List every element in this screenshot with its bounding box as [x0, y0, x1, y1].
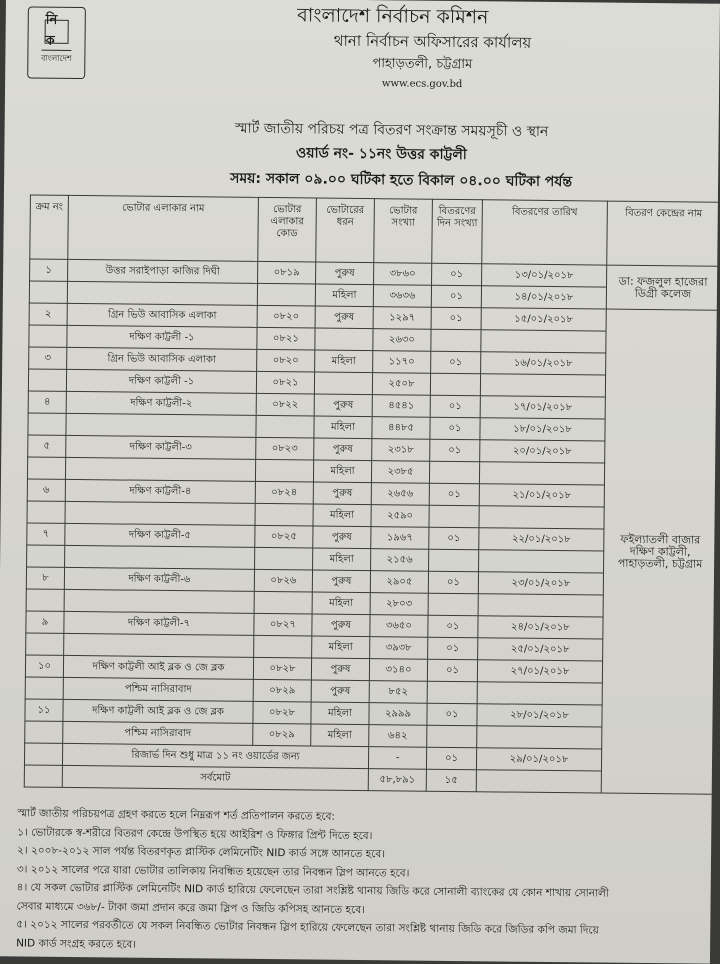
cell-dist-date: ২০/০১/২০১৮: [480, 440, 605, 463]
conditions-heading: স্মার্ট জাতীয় পরিচয়পত্র গ্রহণ করতে হলে নিম্নরূপ শর্ত প্রতিপালন করতে হবে:: [17, 804, 707, 830]
cell-dist-days: [429, 505, 479, 528]
cell-serial: [29, 281, 67, 303]
cell-area-name: দক্ষিণ কাট্টলী আই ব্লক ও জে ব্লক: [63, 699, 253, 723]
cell-serial: [28, 369, 66, 391]
website: www.ecs.gov.bd: [5, 74, 720, 93]
cell-area-name: গ্রিন ভিউ আবাসিক এলাকা: [67, 303, 257, 327]
cell-area-name: [67, 281, 257, 305]
cell-voter-count: ১২৯৭: [373, 307, 431, 330]
cell-area-code: ০৮১৯: [258, 261, 316, 284]
cell-voter-count: ২৬৫৬: [371, 483, 429, 506]
cell-dist-days: ০১: [429, 527, 479, 550]
cell-area-name: দক্ষিণ কাট্টলী-৭: [64, 611, 254, 635]
cell-dist-days: ০১: [431, 351, 481, 374]
office-location: পাহাড়তলী, চট্টগ্রাম: [5, 50, 720, 79]
cell-voter-count: ৩৬৫০: [370, 615, 428, 638]
cell-dist-date: ১৪/০১/২০১৮: [481, 286, 606, 309]
cell-serial: ৯: [26, 611, 64, 633]
cell-dist-date: [481, 330, 606, 353]
cell-dist-days: [427, 681, 477, 704]
cell-voter-count: ৩৯৩৮: [370, 637, 428, 660]
cell-area-name: [65, 545, 255, 569]
cell-dist-date: ২৮/০১/২০১৮: [477, 704, 602, 727]
cell-voter-type: মহিলা: [315, 350, 373, 373]
cell-serial: ৩: [29, 347, 67, 369]
header-center: বিতরণ কেন্দ্রের নাম: [607, 201, 720, 266]
table-header-row: [30, 195, 720, 266]
cell-voter-count: ৬৪২: [369, 725, 427, 748]
cell-area-name: [65, 501, 255, 525]
cell-voter-type: মহিলা: [311, 702, 369, 725]
condition-item: ৪। যে সকল ভোটার প্লাস্টিক লেমিনেটিং NID কার্ড হারিয়ে ফেলেছেন তারা সংশ্লিষ্ট থানায় জিডি করে সোনালী ব্যাংকের যে কোন শাখায় সোনালী: [17, 878, 707, 904]
cell-area-name: দক্ষিণ কাট্টলী-৩: [66, 435, 256, 459]
cell-area-name: [66, 413, 256, 437]
cell-dist-days: ০১: [428, 615, 478, 638]
cell-dist-days: [429, 549, 479, 572]
cell-voter-type: পুরুষ: [312, 614, 370, 637]
cell-area-code: [254, 635, 312, 658]
cell-voter-type: পুরুষ: [313, 526, 371, 549]
cell-serial: [29, 325, 67, 347]
cell-area-name: দক্ষিণ কাট্টলী -১: [67, 325, 257, 349]
total-count: ৫৮,৮৯১: [368, 769, 426, 792]
cell-serial: ১: [30, 259, 68, 281]
cell-dist-date: ২৩/০১/২০১৮: [478, 572, 603, 595]
cell-voter-type: পুরুষ: [316, 262, 374, 285]
cell-voter-count: ২৬৩০: [373, 329, 431, 352]
cell-area-code: ০৮২৯: [253, 679, 311, 702]
cell-dist-date: ২১/০১/২০১৮: [479, 484, 604, 507]
cell-voter-type: মহিলা: [315, 284, 373, 307]
cell-serial: ২: [29, 303, 67, 325]
header-dist-days: বিতরণের দিন সংখ্যা: [432, 199, 483, 264]
cell-voter-type: মহিলা: [313, 548, 371, 571]
cell-dist-days: ০১: [430, 439, 480, 462]
cell-dist-days: [427, 725, 477, 748]
cell-area-code: ০৮২১: [256, 371, 314, 394]
cell-dist-date: [477, 726, 602, 749]
cell-voter-type: পুরুষ: [311, 680, 369, 703]
cell-voter-count: ২৮০৩: [370, 593, 428, 616]
cell-area-name: দক্ষিণ কাট্টলী-২: [66, 391, 256, 415]
cell-area-code: ০৮২৮: [253, 657, 311, 680]
cell-dist-days: ০১: [427, 703, 477, 726]
cell-serial: [25, 677, 63, 699]
cell-voter-type: পুরুষ: [312, 570, 370, 593]
cell-area-code: [257, 283, 315, 306]
cell-dist-days: [431, 329, 481, 352]
cell-area-code: ০৮২৮: [253, 701, 311, 724]
cell-voter-type: মহিলা: [313, 460, 371, 483]
cell-serial: [27, 545, 65, 567]
cell-area-name: [64, 633, 254, 657]
cell-area-name: পশ্চিম নাসিরাবাদ: [63, 677, 253, 701]
cell-voter-type: পুরুষ: [313, 482, 371, 505]
cell-voter-count: ৩৬৩৬: [373, 285, 431, 308]
cell-dist-date: ১৩/০১/২০১৮: [482, 264, 607, 287]
header-dist-date: বিতরণের তারিখ: [482, 200, 608, 265]
cell-voter-count: ৪৫৪১: [372, 395, 430, 418]
seal-caption: বাংলাদেশ: [41, 50, 72, 66]
cell-area-code: ০৮২৪: [255, 481, 313, 504]
header-area-code: ভোটার এলাকার কোড: [258, 197, 317, 262]
reserve-label: রিজার্ভ দিন শুধু মাত্র ১১ নং ওয়ার্ডের জন্য: [62, 743, 368, 768]
cell-area-code: ০৮২৫: [255, 525, 313, 548]
cell-voter-count: ১১৭০: [373, 351, 431, 374]
cell-dist-date: ২২/০১/২০১৮: [479, 528, 604, 551]
cell-dist-days: [428, 593, 478, 616]
cell-serial: [28, 413, 66, 435]
cell-serial: ৫: [28, 435, 66, 457]
cell-area-code: [256, 415, 314, 438]
header-voter-count: ভোটার সংখ্যা: [374, 199, 433, 264]
cell-area-name: গ্রিন ভিউ আবাসিক এলাকা: [67, 347, 257, 371]
cell-dist-days: ০১: [432, 263, 482, 286]
header-serial: ক্রম নং: [30, 195, 69, 259]
cell-voter-type: মহিলা: [312, 592, 370, 615]
cell-serial: [27, 501, 65, 523]
condition-item: সেবার মাধ্যমে ৩৬৮/- টাকা জমা প্রদান করে জমা স্লিপ ও জিডি কপিসহ আনতে হবে।: [16, 897, 706, 923]
cell-area-name: [65, 457, 255, 481]
condition-item: NID কার্ড সংগ্রহ করতে হবে।: [16, 934, 706, 960]
cell-serial: ৭: [27, 523, 65, 545]
cell-voter-type: পুরুষ: [314, 438, 372, 461]
cell-voter-count: ২৯৯৯: [369, 703, 427, 726]
cell-dist-date: ১৫/০১/২০১৮: [481, 308, 606, 331]
cell-dist-days: ০১: [431, 307, 481, 330]
cell-dist-days: [429, 461, 479, 484]
cell-voter-type: মহিলা: [311, 724, 369, 747]
cell-dist-date: ২৫/০১/২০১৮: [478, 638, 603, 661]
seal-emblem: নি ক: [45, 20, 69, 44]
cell-area-code: ০৮২৭: [254, 613, 312, 636]
cell-serial: [27, 457, 65, 479]
condition-item: ২। ২০০৮-২০১২ সাল পর্যন্ত বিতরণকৃত প্লাস্টিক লেমিনেটিং NID কার্ড সঙ্গে আনতে হবে।: [17, 841, 707, 867]
cell-voter-type: [314, 372, 372, 395]
cell-dist-date: ১৮/০১/২০১৮: [480, 418, 605, 441]
cell-dist-date: ২৪/০১/২০১৮: [478, 616, 603, 639]
cell-dist-date: [480, 374, 605, 397]
cell-area-code: ০৮২০: [257, 349, 315, 372]
cell-area-code: ০৮২১: [257, 327, 315, 350]
cell-voter-type: পুরুষ: [315, 306, 373, 329]
cell-voter-count: ২৫৯০: [371, 505, 429, 528]
cell-center-1: ডা: ফজলুল হাজেরা ডিগ্রী কলেজ: [606, 265, 719, 310]
org-name: বাংলাদেশ নির্বাচন কমিশন: [6, 0, 720, 38]
cell-serial: [24, 765, 62, 787]
cell-serial: ১১: [25, 699, 63, 721]
cell-voter-count: ২৩৮৫: [371, 461, 429, 484]
cell-center-2: ফইল্যাতলী বাজার দক্ষিণ কাট্টলী, পাহাড়তলী, চট্টগ্রাম: [601, 309, 719, 794]
cell-voter-type: মহিলা: [314, 416, 372, 439]
cell-dist-days: ০১: [430, 395, 480, 418]
cell-voter-count: ২১৫৬: [371, 549, 429, 572]
cell-voter-type: পুরুষ: [311, 658, 369, 681]
cell-dist-date: [478, 594, 603, 617]
cell-area-name: দক্ষিণ কাট্টলী-৪: [65, 479, 255, 503]
cell-dist-date: [479, 506, 604, 529]
cell-area-code: [254, 591, 312, 614]
cell-area-name: দক্ষিণ কাট্টলী-৫: [65, 523, 255, 547]
cell-serial: [26, 589, 64, 611]
header-voter-type: ভোটারের ধরন: [316, 198, 375, 263]
conditions-section: [16, 804, 708, 959]
ward-title: ওয়ার্ড নং- ১১নং উত্তর কাট্টলী: [4, 138, 720, 170]
cell-area-code: ০৮২২: [256, 393, 314, 416]
cell-area-code: [255, 547, 313, 570]
cell-area-name: দক্ষিণ কাট্টলী-৬: [64, 567, 254, 591]
condition-item: ৩। ২০১২ সালের পরে যারা ভোটার তালিকায় নিবন্ধিত হয়েছেন তার নিবন্ধন স্লিপ আনতে হবে।: [17, 860, 707, 886]
cell-voter-count: ১৯৬৭: [371, 527, 429, 550]
cell-voter-type: মহিলা: [313, 504, 371, 527]
cell-dist-date: [477, 682, 602, 705]
cell-area-name: দক্ষিণ কাট্টলী আই ব্লক ও জে ব্লক: [63, 655, 253, 679]
cell-dist-date: [479, 462, 604, 485]
cell-voter-type: [315, 328, 373, 351]
cell-voter-count: ২৩১৮: [372, 439, 430, 462]
document-title: স্মার্ট জাতীয় পরিচয় পত্র বিতরণ সংক্রান্ত সময়সূচী ও স্থান: [5, 114, 720, 146]
cell-area-code: ০৮২৬: [254, 569, 312, 592]
total-days: ১৫: [426, 769, 476, 792]
time-title: সময়: সকাল ০৯.০০ ঘটিকা হতে বিকাল ০৪.০০ ঘটিকা পর্যন্ত: [4, 164, 720, 196]
cell-dist-date: ১৭/০১/২০১৮: [480, 396, 605, 419]
office-name: থানা নির্বাচন অফিসারের কার্যালয়: [5, 26, 720, 59]
cell-voter-count: ৩৮৬০: [374, 263, 432, 286]
cell-area-code: [255, 503, 313, 526]
reserve-count: -: [368, 747, 426, 770]
cell-area-code: [255, 459, 313, 482]
cell-voter-count: ৪৪৮৫: [372, 417, 430, 440]
cell-serial: [24, 743, 62, 765]
cell-area-name: দক্ষিণ কাট্টলী -১: [66, 369, 256, 393]
cell-voter-count: ৩১৪০: [369, 659, 427, 682]
cell-area-code: ০৮২৩: [256, 437, 314, 460]
cell-serial: ১০: [25, 655, 63, 677]
cell-serial: ৮: [26, 567, 64, 589]
cell-serial: ৪: [28, 391, 66, 413]
cell-serial: [25, 721, 63, 743]
reserve-days: ০১: [426, 747, 476, 770]
cell-dist-days: ০১: [428, 637, 478, 660]
cell-serial: ৬: [27, 479, 65, 501]
condition-item: ১। ভোটারকে স্ব-শরীরে বিতরণ কেন্দ্রে উপস্থিত হয়ে আইরিশ ও ফিঙ্গার প্রিন্ট দিতে হবে।: [17, 823, 707, 849]
cell-voter-count: ৮৫২: [369, 681, 427, 704]
cell-voter-type: মহিলা: [312, 636, 370, 659]
header-area-name: ভোটার এলাকার নাম: [68, 195, 259, 261]
cell-dist-days: ০১: [430, 417, 480, 440]
cell-area-name: উত্তর সরাইপাড়া কাজির দিঘী: [68, 259, 258, 283]
total-label: সর্বমোট: [62, 765, 368, 790]
cell-dist-days: ০১: [428, 571, 478, 594]
distribution-schedule-table: [24, 195, 720, 795]
cell-area-name: [64, 589, 254, 613]
cell-area-name: পশ্চিম নাসিরাবাদ: [63, 721, 253, 745]
cell-voter-count: ২৯০৫: [370, 571, 428, 594]
reserve-date: ২৯/০১/২০১৮: [476, 748, 601, 771]
cell-dist-date: [476, 770, 601, 793]
cell-area-code: ০৮২৯: [253, 723, 311, 746]
cell-dist-date: ১৬/০১/২০১৮: [481, 352, 606, 375]
cell-area-code: ০৮২০: [257, 305, 315, 328]
cell-serial: [26, 633, 64, 655]
cell-voter-type: পুরুষ: [314, 394, 372, 417]
cell-dist-days: ০১: [431, 285, 481, 308]
cell-voter-count: ২৫০৮: [372, 373, 430, 396]
cell-dist-days: ০১: [429, 483, 479, 506]
cell-dist-date: [479, 550, 604, 573]
cell-dist-days: [430, 373, 480, 396]
condition-item: ৫। ২০১২ সালের পরবর্তীতে যে সকল নিবন্ধিত ভোটার নিবন্ধন স্লিপ হারিয়ে ফেলেছেন তারা সংশ্লিষ্ট থানায় জিডি করে জিডির কপি জমা দিয়ে: [16, 915, 706, 941]
cell-dist-days: ০১: [427, 659, 477, 682]
cell-dist-date: ২৭/০১/২০১৮: [477, 660, 602, 683]
